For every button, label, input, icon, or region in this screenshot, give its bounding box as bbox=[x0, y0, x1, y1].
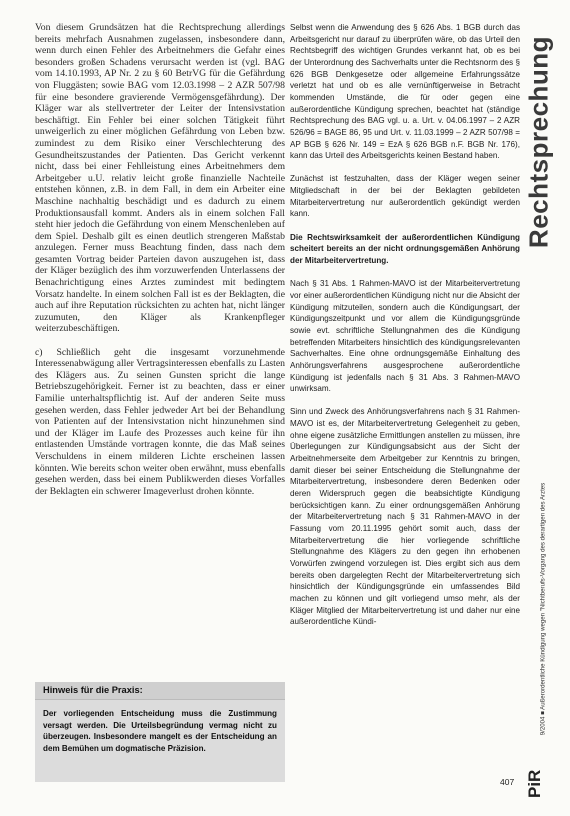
practice-note-text: Der vorliegenden Entscheidung muss die Zustimmung versagt werden. Die Urteilsbegründung vermag nicht zu überzeugen. Insbesondere mangelt es der Entscheidung an dem Bemühen um dogmatische Präzision. bbox=[43, 709, 277, 753]
practice-note-header bbox=[35, 682, 285, 700]
left-text-column bbox=[35, 22, 285, 497]
journal-meta-text: 9/2004 ■ Außerordentliche Kündigung wegen "Nichtberufs-Vorgang des derartigen des Arztes bbox=[539, 482, 547, 736]
left-paragraph-2: c) Schließlich geht die insgesamt vorzunehmende Interessenabwägung aller Vertragsinteressen ebenfalls zu Lasten des Klägers aus. Zu seinen Gunsten spricht die lange Betriebszugehörigkeit. Ferner ist zu beachten, dass er einer Familie unterhaltspflichtig ist. Auf der anderen Seite muss gesehen werden, dass Fehler jedweder Art bei der Behandlung von Patienten auf der Intensivstation nicht hinzunehmen sind und der Kläger im Laufe des Prozesses auch keine für ihn entlastenden Umstände vortragen konnte, die das Maß seines Verschuldens in einem milderen Lichte erscheinen lassen könnten. Wie bereits schon weiter oben erwähnt, muss ebenfalls gesehen werden, dass bei einem Publikwerden dieses Vorfalles der Beklagten ein schwerer Imageverlust drohen könnte. bbox=[35, 346, 285, 497]
right-paragraph-2: Zunächst ist festzuhalten, dass der Kläger wegen seiner Mitgliedschaft in der bei der Beklagten gebildeten Mitarbeitervertretung nur außerordentlich gekündigt werden kann. bbox=[290, 174, 520, 219]
journal-meta bbox=[538, 459, 548, 759]
right-paragraph-4: Nach § 31 Abs. 1 Rahmen-MAVO ist der Mitarbeitervertretung vor einer außerordentlichen Kündigung nicht nur die Absicht der Kündigung mitzuteilen, sondern auch die Kündigungsart, der Kündigungszeitpunkt und vor allem die Kündigungsgründe sowie evt. schriftliche Stellungnahmen des die Kündigung betreffenden Mitarbeiters hinsichtlich des kündigungsrelevanten Sachverhaltes. Eine ohne ordnungsgemäße Einhaltung des Anhörungsverfahrens ausgesprochene außerordentliche Kündigung ist jedenfalls nach § 31 Abs. 3 Rahmen-MAVO unwirksam. bbox=[290, 279, 520, 394]
journal-logo-text: PiR bbox=[525, 769, 544, 798]
section-title-text: Rechtsprechung bbox=[523, 35, 554, 249]
journal-logo bbox=[522, 769, 548, 798]
practice-note-heading: Hinweis für die Praxis: bbox=[43, 685, 143, 695]
right-paragraph-1: Selbst wenn die Anwendung des § 626 Abs. 1 BGB durch das Arbeitsgericht nur darauf zu überprüfen wäre, ob das Urteil den Rechtsbegriff des wichtigen Grundes verkannt hat, ob es bei der Unterordnung des Sachverhalts unter die Rechtsnorm des § 626 BGB Denkgesetze oder allgemeine Erfahrungssätze verletzt hat und ob es alle vernünftigerweise in Betracht kommenden Umstände, die für oder gegen eine außerordentliche Kündigung sprechen, beachtet hat (ständige Rechtsprechung des BAG vgl. u. a. Urt. v. 04.06.1997 – 2 AZR 526/96 = BAGE 86, 95 und Urt. v. 11.03.1999 – 2 AZR 507/98 = AP BGB § 626 Nr. 149 = EzA § 626 BGB n.F. BGB Nr. 176), kann das Urteil des Arbeitsgerichts keinen Bestand haben. bbox=[290, 23, 520, 161]
right-paragraph-3: Die Rechtswirksamkeit der außerordentlichen Kündigung scheitert bereits an der nicht ordnungsgemäßen Anhörung der Mitarbeitervertretung. bbox=[290, 232, 520, 265]
section-title bbox=[509, 26, 569, 258]
left-paragraph-1: Von diesem Grundsätzen hat die Rechtsprechung allerdings bereits mehrfach Ausnahmen zugelassen, insbesondere dann, wenn durch einen Fehler des Arbeitnehmers die Gefahr eines besonders großen Schadens verursacht werden ist (vgl. BAG vom 14.10.1993, AP Nr. 2 zu § 60 BetrVG für die Gefährdung von Fluggästen; sowie BAG vom 12.03.1998 – 2 AZR 507/98 für eine besondere gravierende Vermögensgefährdung). Der Kläger war als stellvertreter der Leiter der Intensivstation beschäftigt. Ein Fehler bei einer solchen Tätigkeit führt unweigerlich zu einer möglichen Gefährdung von Leben bzw. zumindest zu dem Risiko einer Verschlechterung des Gesundheitszustandes der Patienten. Das Gericht verkennt nicht, dass bei einer Fehlleistung eines Arbeitnehmers dem Arbeitgeber u.U. relativ leicht große finanzielle Nachteile entstehen können, z.B. in dem Fall, in dem ein Arbeiter eine Maschine nachhaltig beschädigt und es dadurch zu einem Produktionsausfall kommt. Anders als in einem solchen Fall steht hier jedoch die Gefährdung von einem Menschenleben auf dem Spiel. Deshalb gilt es einen deutlich strengeren Maßstab anzulegen. Ferner muss Beachtung finden, dass nach dem gesamten Vortrag beider Parteien davon auszugehen ist, dass der Kläger bezüglich des ihm vorzuwerfenden Unterlassens der Benachrichtigung eines Arztes zumindest mit bedingtem Vorsatz handelte. In einem solchen Fall ist es der Beklagten, die auch auf ihre Reputation rücksichten zu achten hat, nicht länger zuzumuten, den Kläger als Krankenpfleger weiterzubeschäftigen. bbox=[35, 22, 285, 335]
page-number: 407 bbox=[500, 777, 515, 787]
right-paragraph-5: Sinn und Zweck des Anhörungsverfahrens nach § 31 Rahmen-MAVO ist es, der Mitarbeitervertretung Gelegenheit zu geben, ohne eigene zusätzliche Ermittlungen anstellen zu müssen, ihre Überlegungen zur Kündigungsabsicht aus der Sicht der Arbeitnehmerseite dem Arbeitgeber zur Kenntnis zu bringen, damit dieser bei seiner Entscheidung die Stellungnahme der Mitarbeitervertretung, insbesondere deren Bedenken oder deren Widerspruch gegen die beabsichtigte Kündigung berücksichtigen kann. Zu einer ordnungsgemäßen Anhörung der Mitarbeitervertretung nach § 31 Rahmen-MAVO in der Fassung vom 20.11.1995 gehört somit auch, dass der Mitarbeitervertretung die hier vorliegende schriftliche Stellungnahme des Klägers zu den gegen ihn erhobenen Vorwürfen zwingend vorzulegen ist. Dies ergibt sich aus dem bereits oben dargelegten Recht der Mitarbeitervertretung sich hinsichtlich der Kündigungsgründe ein umfassendes Bild machen zu können und gilt vorliegend umso mehr, als der Kläger Mitglied der Mitarbeitervertretung ist und daher nur eine außerordentliche Kündi- bbox=[290, 407, 520, 627]
right-text-column bbox=[290, 22, 520, 639]
practice-note-box bbox=[35, 682, 285, 782]
journal-sidebar bbox=[516, 450, 552, 798]
